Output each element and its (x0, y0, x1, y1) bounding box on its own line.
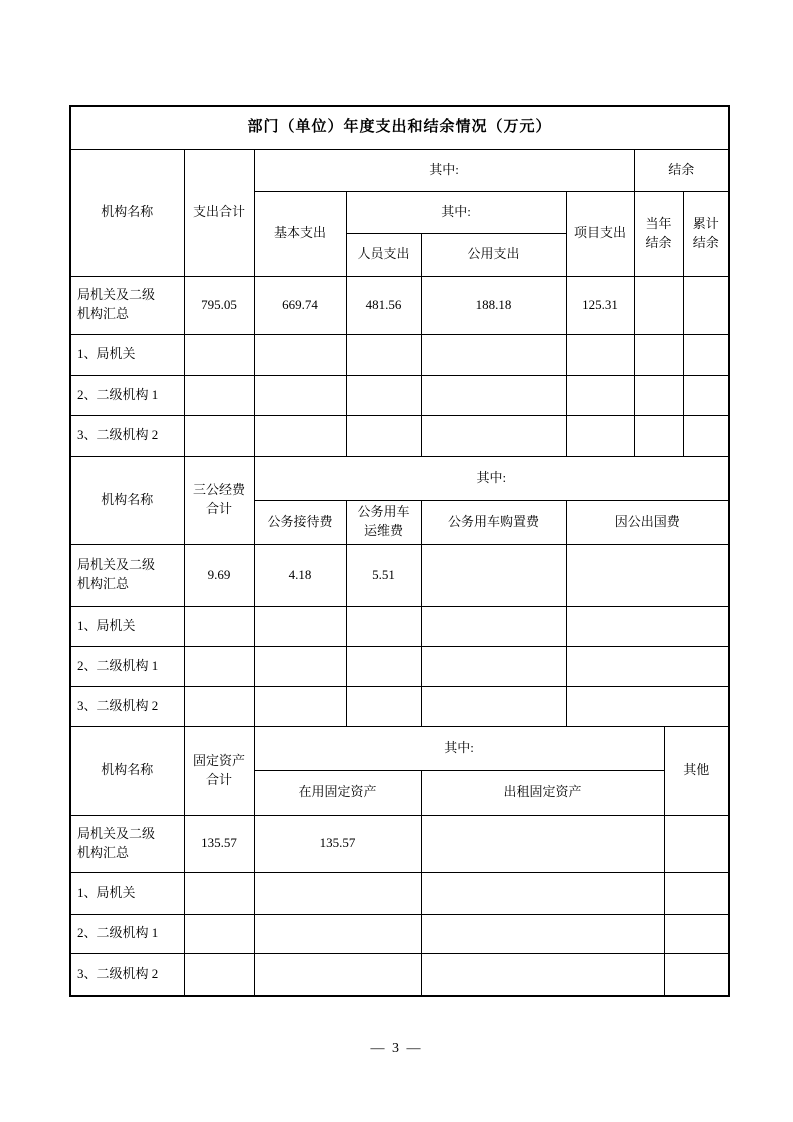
table-row (70, 334, 729, 375)
value-cell (634, 334, 683, 375)
row-label: 3、二级机构 2 (70, 415, 184, 456)
row-label-text: 局机关及二级机构汇总 (77, 557, 156, 591)
s3-header-among: 其中: (254, 726, 664, 770)
row-label (70, 815, 184, 872)
row-label: 3、二级机构 2 (70, 953, 184, 996)
value-cell: 125.31 (566, 276, 634, 334)
s1-header-among: 其中: (254, 149, 634, 191)
table-row (70, 815, 729, 872)
value-cell (421, 415, 566, 456)
s1-header-public-expenditure: 公用支出 (421, 233, 566, 276)
s1-header-personnel-expenditure: 人员支出 (346, 233, 421, 276)
s1-header-current-balance (634, 191, 683, 276)
value-cell (254, 375, 346, 415)
value-cell (634, 415, 683, 456)
s1-header-current-balance-text: 当年结余 (645, 215, 672, 250)
s1-header-row-1 (70, 149, 729, 191)
value-cell: 5.51 (346, 544, 421, 606)
expenditure-table (69, 105, 730, 997)
value-cell (184, 953, 254, 996)
value-cell (184, 415, 254, 456)
s1-header-accumulated-balance-text: 累计结余 (692, 215, 719, 250)
row-label-text: 局机关及二级机构汇总 (77, 825, 156, 860)
value-cell (421, 606, 566, 646)
value-cell (421, 334, 566, 375)
value-cell: 135.57 (184, 815, 254, 872)
table-row (70, 872, 729, 914)
value-cell: 481.56 (346, 276, 421, 334)
value-cell (346, 375, 421, 415)
row-label-text: 局机关及二级机构汇总 (77, 287, 156, 321)
s1-header-accumulated-balance (683, 191, 729, 276)
value-cell (421, 914, 664, 953)
value-cell: 188.18 (421, 276, 566, 334)
value-cell (683, 276, 729, 334)
value-cell: 4.18 (254, 544, 346, 606)
s3-header-rented-fixed-assets: 出租固定资产 (421, 770, 664, 815)
s2-header-org-name: 机构名称 (70, 456, 184, 544)
value-cell (254, 415, 346, 456)
s2-header-among: 其中: (254, 456, 729, 500)
value-cell (566, 646, 729, 686)
value-cell (566, 544, 729, 606)
value-cell (664, 872, 729, 914)
s3-header-row-1 (70, 726, 729, 770)
value-cell (346, 606, 421, 646)
value-cell (566, 415, 634, 456)
row-label: 2、二级机构 1 (70, 914, 184, 953)
value-cell (664, 953, 729, 996)
s2-header-vehicle-maintain-fee (346, 500, 421, 544)
table-row (70, 276, 729, 334)
value-cell (184, 646, 254, 686)
value-cell (346, 334, 421, 375)
table-row (70, 415, 729, 456)
value-cell (683, 334, 729, 375)
s2-header-reception-fee: 公务接待费 (254, 500, 346, 544)
s1-header-balance: 结余 (634, 149, 729, 191)
value-cell (421, 815, 664, 872)
value-cell: 795.05 (184, 276, 254, 334)
value-cell (566, 686, 729, 726)
value-cell (566, 375, 634, 415)
value-cell (254, 953, 421, 996)
value-cell (634, 276, 683, 334)
table-row (70, 686, 729, 726)
value-cell (184, 686, 254, 726)
value-cell (254, 686, 346, 726)
row-label: 2、二级机构 1 (70, 646, 184, 686)
value-cell (683, 415, 729, 456)
value-cell (254, 872, 421, 914)
table-row (70, 646, 729, 686)
table-row (70, 953, 729, 996)
value-cell (421, 872, 664, 914)
value-cell (254, 606, 346, 646)
value-cell: 669.74 (254, 276, 346, 334)
s2-header-three-public-total: 三公经费合计 (184, 456, 254, 544)
value-cell (566, 334, 634, 375)
s2-header-abroad-fee: 因公出国费 (566, 500, 729, 544)
value-cell (184, 606, 254, 646)
value-cell (346, 686, 421, 726)
s1-header-project-expenditure: 项目支出 (566, 191, 634, 276)
s1-header-among-2: 其中: (346, 191, 566, 233)
s1-header-org-name: 机构名称 (70, 149, 184, 276)
page-number: — 3 — (370, 1041, 423, 1056)
row-label: 1、局机关 (70, 606, 184, 646)
value-cell (566, 606, 729, 646)
value-cell (683, 375, 729, 415)
table-title-row (70, 106, 729, 149)
value-cell (346, 646, 421, 686)
table-row (70, 375, 729, 415)
row-label: 3、二级机构 2 (70, 686, 184, 726)
value-cell (346, 415, 421, 456)
table-row (70, 914, 729, 953)
value-cell (421, 544, 566, 606)
row-label (70, 276, 184, 334)
value-cell (254, 914, 421, 953)
row-label (70, 544, 184, 606)
value-cell (184, 375, 254, 415)
s2-header-vehicle-purchase-fee: 公务用车购置费 (421, 500, 566, 544)
s1-header-expenditure-total: 支出合计 (184, 149, 254, 276)
value-cell: 135.57 (254, 815, 421, 872)
s3-header-fixed-assets-total: 固定资产合计 (184, 726, 254, 815)
value-cell (254, 334, 346, 375)
value-cell (421, 375, 566, 415)
value-cell (421, 953, 664, 996)
value-cell (664, 914, 729, 953)
value-cell (664, 815, 729, 872)
s3-header-other: 其他 (664, 726, 729, 815)
row-label: 1、局机关 (70, 872, 184, 914)
value-cell (254, 646, 346, 686)
value-cell (634, 375, 683, 415)
value-cell (184, 914, 254, 953)
value-cell (421, 646, 566, 686)
row-label: 2、二级机构 1 (70, 375, 184, 415)
row-label: 1、局机关 (70, 334, 184, 375)
value-cell (184, 872, 254, 914)
table-row (70, 606, 729, 646)
s3-header-in-use-fixed-assets: 在用固定资产 (254, 770, 421, 815)
table-row (70, 544, 729, 606)
s1-header-basic-expenditure: 基本支出 (254, 191, 346, 276)
value-cell (184, 334, 254, 375)
s2-header-row-1 (70, 456, 729, 500)
value-cell: 9.69 (184, 544, 254, 606)
s2-header-vehicle-maintain-fee-text: 公务用车运维费 (357, 504, 410, 538)
value-cell (421, 686, 566, 726)
s3-header-org-name: 机构名称 (70, 726, 184, 815)
table-title: 部门（单位）年度支出和结余情况（万元） (70, 106, 729, 149)
